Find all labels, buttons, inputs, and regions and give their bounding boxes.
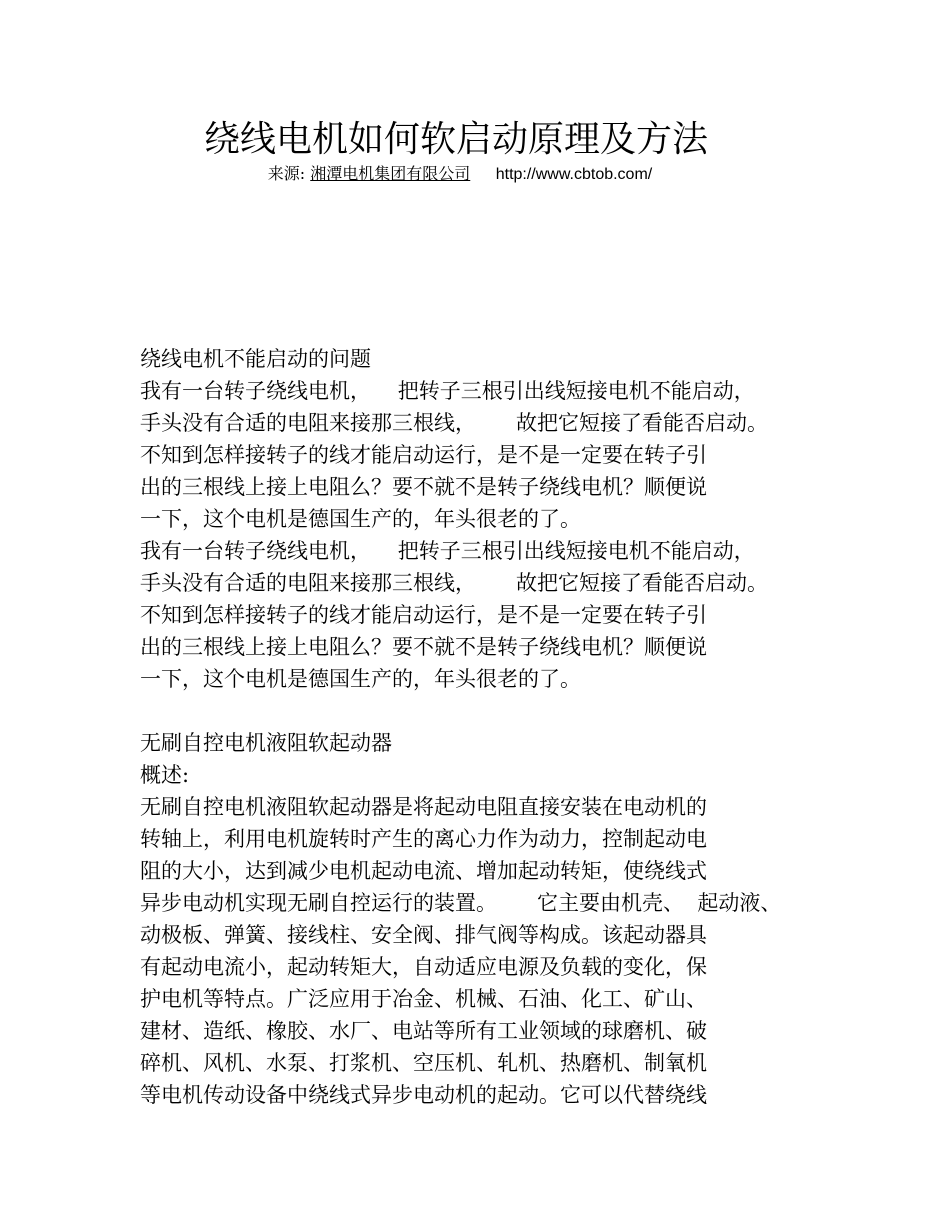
paragraph-line: 手头没有合适的电阻来接那三根线， 故把它短接了看能否启动。 [140,571,769,595]
paragraph-line: 一下，这个电机是德国生产的，年头很老的了。 [140,507,581,531]
source-url-link[interactable]: http://www.cbtob.com/ [495,166,653,183]
paragraph-line: 等电机传动设备中绕线式异步电动机的起动。它可以代替绕线 [140,1083,707,1107]
paragraph-line: 动极板、弹簧、接线柱、安全阀、排气阀等构成。该起动器具 [140,923,707,947]
section1-heading: 绕线电机不能启动的问题 [140,347,371,371]
paragraph-line: 出的三根线上接上电阻么？要不就不是转子绕线电机？顺便说 [140,475,707,499]
section2-subheading: 概述: [140,763,190,787]
paragraph-line: 有起动电流小，起动转矩大，自动适应电源及负载的变化，保 [140,955,707,979]
paragraph-line: 阻的大小，达到减少电机起动电流、增加起动转矩，使绕线式 [140,859,707,883]
paragraph-line: 无刷自控电机液阻软起动器是将起动电阻直接安装在电动机的 [140,795,707,819]
paragraph-line: 异步电动机实现无刷自控运行的装置。 它主要由机壳、 起动液、 [140,891,782,915]
paragraph-line: 手头没有合适的电阻来接那三根线， 故把它短接了看能否启动。 [140,411,769,435]
section2-heading: 无刷自控电机液阻软起动器 [140,731,392,755]
source-line [0,164,920,185]
paragraph-line: 转轴上，利用电机旋转时产生的离心力作为动力，控制起动电 [140,827,707,851]
source-label: 来源: [267,164,306,183]
paragraph-line: 建材、造纸、橡胶、水厂、电站等所有工业领域的球磨机、破 [140,1019,707,1043]
paragraph-line: 我有一台转子绕线电机， 把转子三根引出线短接电机不能启动， [140,379,755,403]
paragraph-line: 护电机等特点。广泛应用于冶金、机械、石油、化工、矿山、 [140,987,707,1011]
paragraph-line: 不知到怎样接转子的线才能启动运行，是不是一定要在转子引 [140,443,707,467]
paragraph-line: 不知到怎样接转子的线才能启动运行，是不是一定要在转子引 [140,603,707,627]
document-body [140,343,860,1111]
document-title: 绕线电机如何软启动原理及方法 [203,119,708,160]
paragraph-line: 出的三根线上接上电阻么？要不就不是转子绕线电机？顺便说 [140,635,707,659]
paragraph-line: 我有一台转子绕线电机， 把转子三根引出线短接电机不能启动， [140,539,755,563]
source-company-link[interactable]: 湘潭电机集团有限公司 [310,164,471,183]
paragraph-line: 一下，这个电机是德国生产的，年头很老的了。 [140,667,581,691]
paragraph-spacer [140,695,860,727]
paragraph-line: 碎机、风机、水泵、打浆机、空压机、轧机、热磨机、制氧机 [140,1051,707,1075]
